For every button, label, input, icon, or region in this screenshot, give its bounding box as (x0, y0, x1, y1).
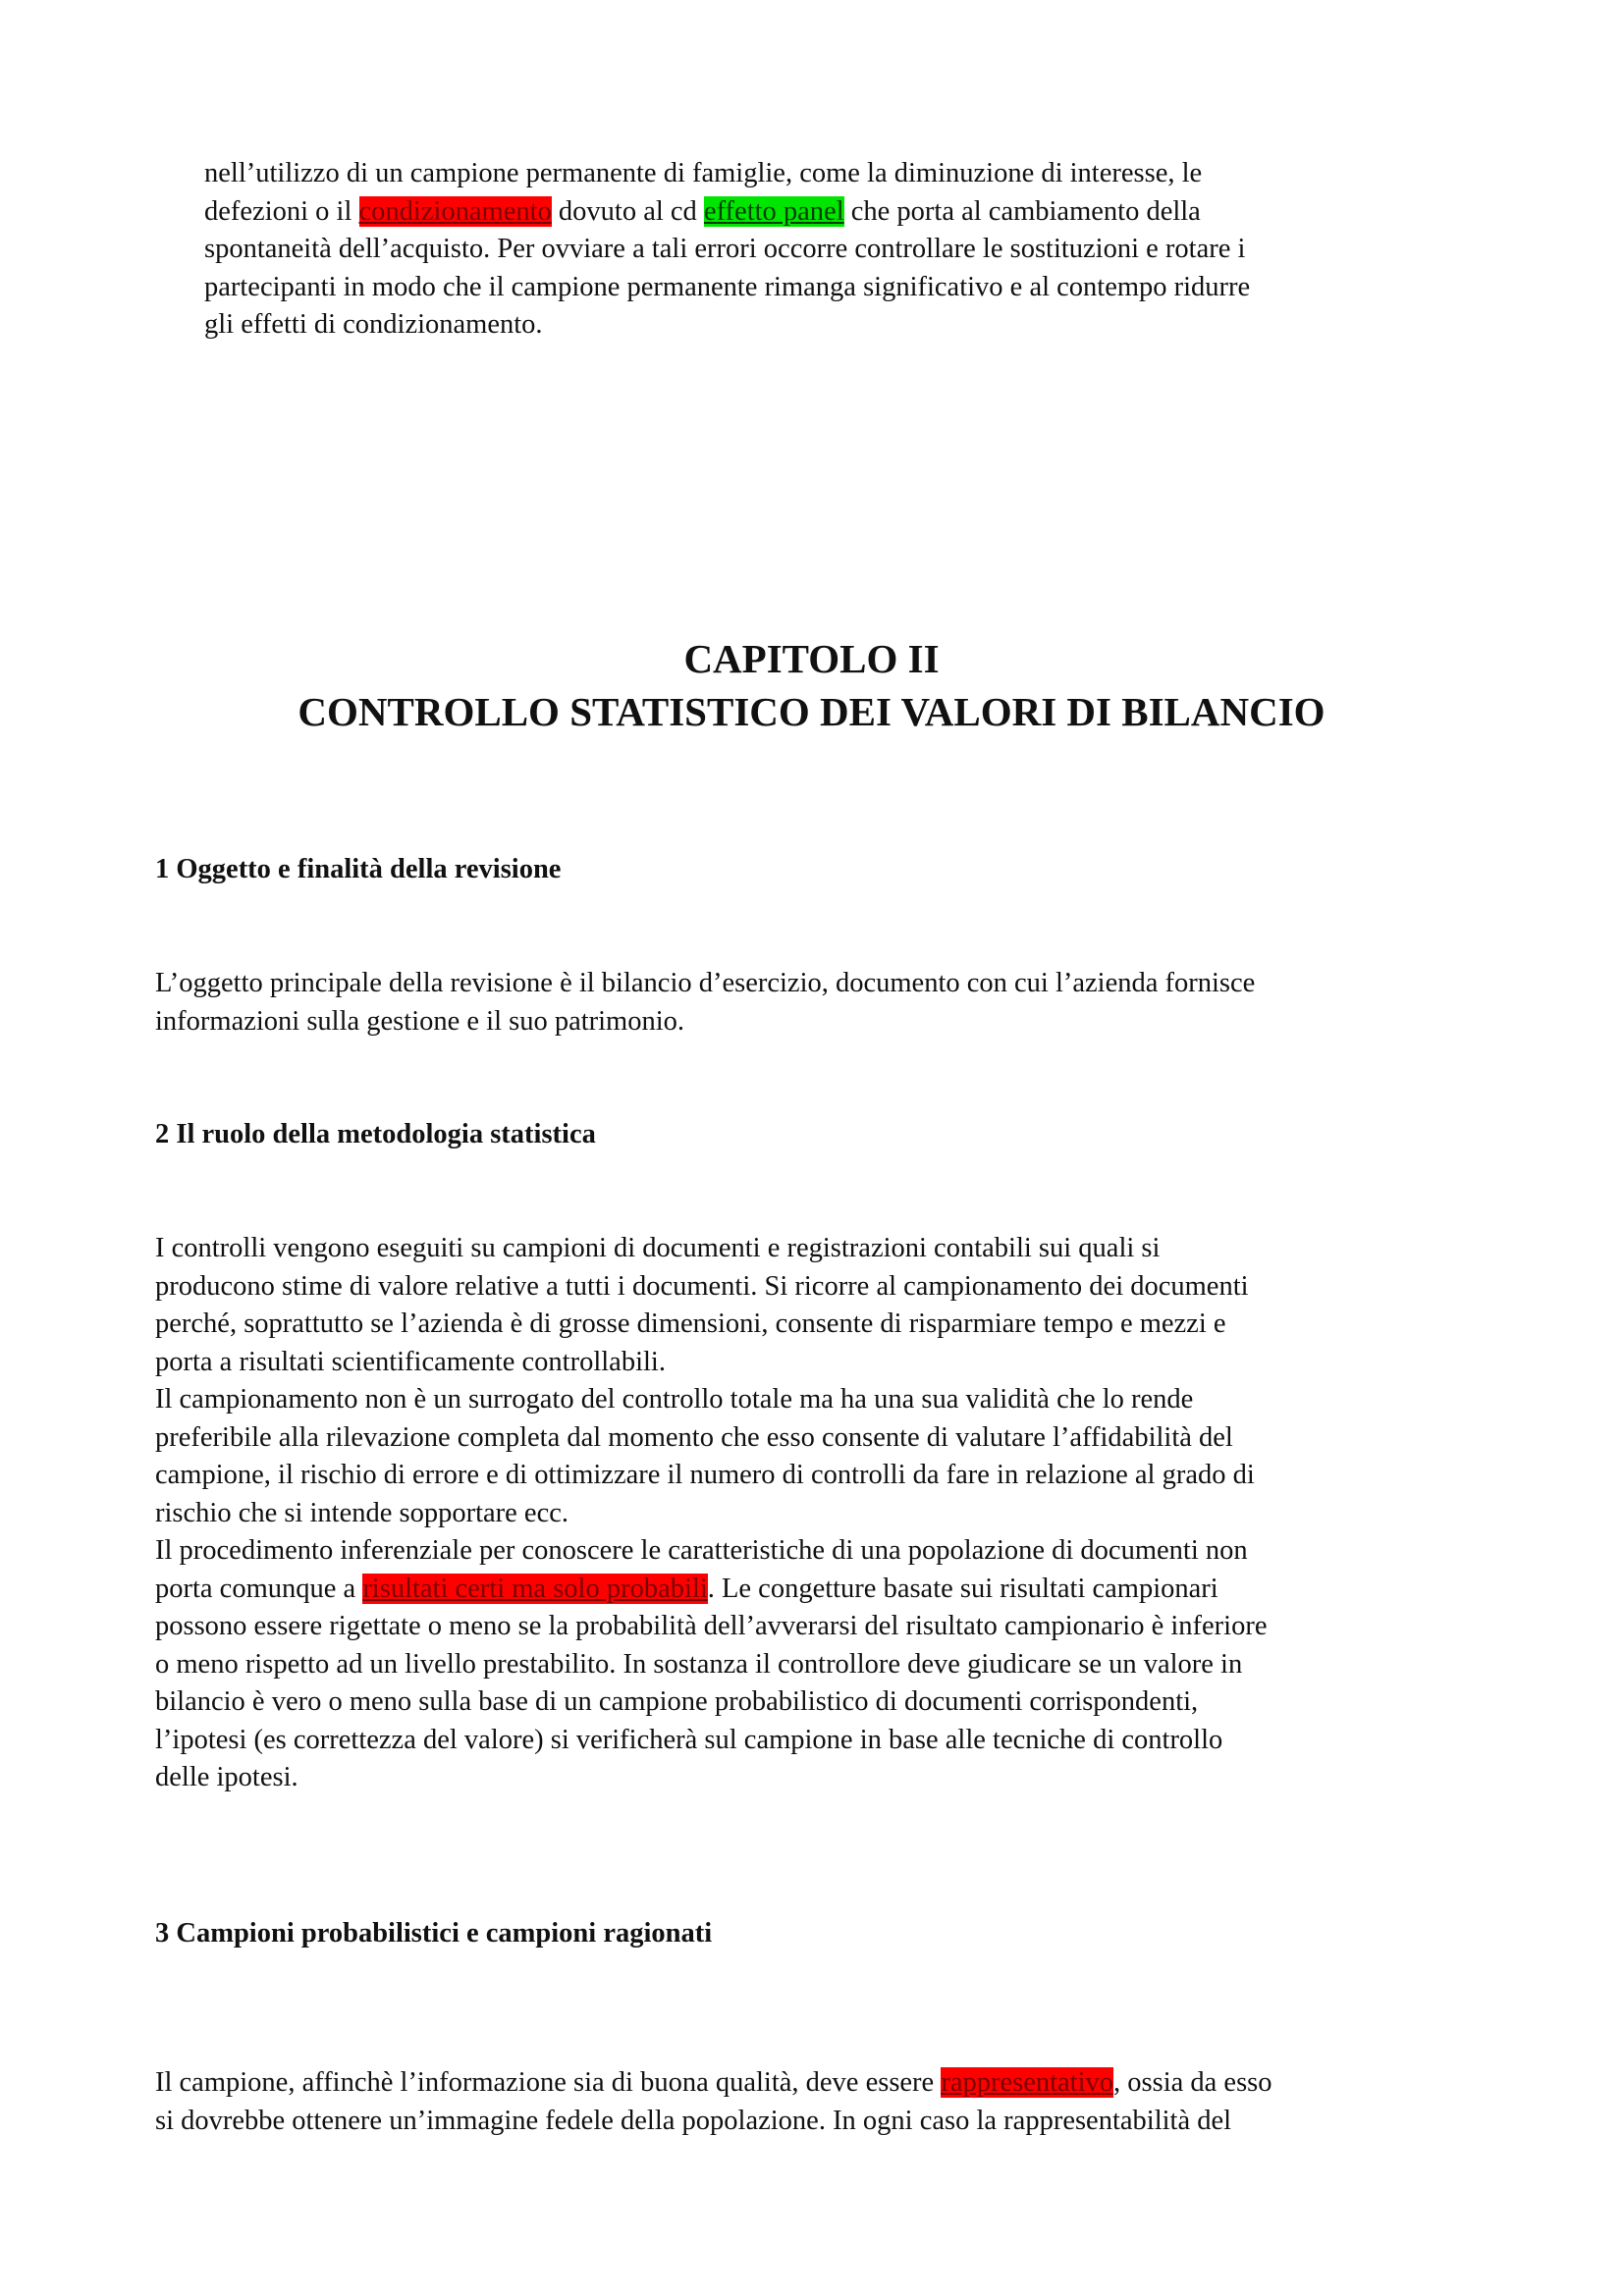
section-2-heading: 2 Il ruolo della metodologia statistica (155, 1119, 596, 1149)
intro-line: nell’utilizzo di un campione permanente di famiglie, come la diminuzione di interesse, le (204, 158, 1203, 188)
highlight-rappresentativo: rappresentativo (941, 2067, 1114, 2098)
highlight-effetto-panel: effetto panel (703, 195, 844, 227)
section-1-paragraph: L’oggetto principale della revisione è il bilancio d’esercizio, documento con cui l’azienda fornisce informazioni sulla gestione e il suo patrimonio. (155, 968, 1256, 1037)
highlight-risultati-probabili: risultati certi ma solo probabili (362, 1573, 708, 1604)
section-3-heading: 3 Campioni probabilistici e campioni ragionati (155, 1918, 713, 1949)
chapter-title: CONTROLLO STATISTICO DEI VALORI DI BILANCIO (298, 689, 1325, 734)
section-3-paragraph: Il campione, affinchè l’informazione sia di buona qualità, deve essere rappresentativo, ossia da esso si dovrebbe ottenere un’immagine fedele della popolazione. In ogni caso la rappresentabilità del (155, 2067, 1272, 2136)
intro-line: partecipanti in modo che il campione permanente rimanga significativo e al contempo ridurre (204, 271, 1251, 302)
section-1-heading: 1 Oggetto e finalità della revisione (155, 854, 562, 884)
intro-line: gli effetti di condizionamento. (204, 309, 543, 340)
section-2-highlight-line: porta comunque a risultati certi ma solo probabili. Le congetture basate sui risultati campionari (155, 1573, 1218, 1604)
section-2-paragraph: I controlli vengono eseguiti su campioni di documenti e registrazioni contabili sui quali si producono stime di valore relative a tutti i documenti. Si ricorre al campionamento dei documenti perché, soprattutto se l’azienda è di grosse dimensioni, consente di risparmiare tempo e mezzi e porta a risultati scientificamente controllabili. Il campionamento non è un surrogato del controllo totale ma ha una sua validità che lo rende preferibile alla rilevazione completa dal momento che esso consente di valutare l’affidabilità del campione, il rischio di errore e di ottimizzare il numero di controlli da fare in relazione al grado di rischio che si intende sopportare ecc. Il procedimento inferenziale per conoscere le caratteristiche di una popolazione di documenti non porta comunque a risultati certi ma solo probabili. Le congetture basate sui risultati campionari possono essere rigettate o meno se la probabilità dell’avverarsi del risultato campionario è inferiore o meno rispetto ad un livello prestabilito. In sostanza il controllore deve giudicare se un valore in bilancio è vero o meno sulla base di un campione probabilistico di documenti corrispondenti, l’ipotesi (es correttezza del valore) si verificherà sul campione in base alle tecniche di controllo delle ipotesi. (155, 1233, 1268, 1792)
intro-line: defezioni o il condizionamento dovuto al cd effetto panel che porta al cambiamento della (204, 195, 1201, 227)
highlight-condizionamento: condizionamento (358, 195, 552, 227)
chapter-number: CAPITOLO II (683, 636, 940, 681)
intro-paragraph (204, 155, 1250, 345)
intro-line: spontaneità dell’acquisto. Per ovviare a tali errori occorre controllare le sostituzioni e rotare i (204, 234, 1246, 264)
